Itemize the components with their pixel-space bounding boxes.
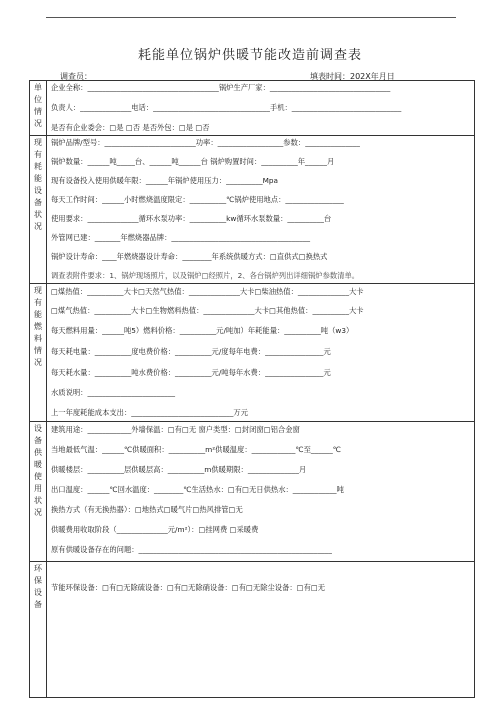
form-row[interactable]: 使用要求：______________循环水泵功率：__________kw循环水泵数量：__________台 xyxy=(51,214,332,223)
section-label-fuel: 现 有 能 燃 料 情 况 xyxy=(30,284,47,422)
form-row[interactable]: 建筑用途：____________外墙保温：□有□无 窗户类型：□封闭窗□铝合金窗 xyxy=(51,425,300,434)
form-row[interactable]: 锅炉数量：______吨_____台、______吨______台 锅炉购置时间：__________年______月 xyxy=(51,157,335,166)
form-row[interactable]: 每天工作时间：______小时燃烧温度限定：__________℃锅炉使用地点：________________ xyxy=(51,195,344,204)
section-body-heating xyxy=(47,422,475,562)
form-row[interactable]: 水质说明：________________________ xyxy=(51,388,176,397)
form-row[interactable]: 每天耗电量：__________度电费价格：__________元/度每年电费：________________元 xyxy=(51,347,331,356)
survey-time-label: 填表时间：202X年月日 xyxy=(310,72,395,81)
header-rule xyxy=(46,17,456,18)
form-row[interactable]: 节能环保设备：□有□无除硫设备：□有□无除硝设备：□有□无除尘设备：□有□无 xyxy=(51,583,326,592)
form-row-note: 调查表附件要求：1、锅炉现场照片，以及锅炉□经照片，2、各台锅炉列出详细锅炉参数清单。 xyxy=(51,271,360,280)
section-body-boiler xyxy=(47,136,475,284)
section-label-boiler: 现 有 耗 能 设 备 状 况 xyxy=(30,136,47,284)
form-row[interactable]: 现有设备投入使用供暖年限：______年锅炉使用压力：__________Mpa xyxy=(51,176,279,185)
form-row[interactable]: □煤热值：__________大卡□天然气热值：______________大卡□柴油热值：______________大卡 xyxy=(51,287,364,296)
survey-form xyxy=(29,80,475,698)
form-row[interactable]: 是否有企业委会：□是 □否 是否外包：□是 □否 xyxy=(51,123,210,132)
form-row[interactable]: 供暖楼层：__________层供暖层高：__________m供暖期限：______________月 xyxy=(51,465,307,474)
section-unit xyxy=(30,81,475,136)
form-row[interactable]: 换热方式（有无换热器）：□地热式□暖气片□热风排管□无 xyxy=(51,505,243,514)
form-row[interactable]: 原有供暖设备存在的问题：_____________________________________________________ xyxy=(51,545,332,554)
form-row[interactable]: 锅炉设计寿命：____年燃烧器设计寿命：________年系统供暖方式：□直供式□换热式 xyxy=(51,252,328,261)
section-label-heating: 设 备 供 暖 使 用 状 况 xyxy=(30,422,47,562)
section-body-unit xyxy=(47,81,475,136)
section-heating xyxy=(30,422,475,562)
page-title: 耗能单位锅炉供暖节能改造前调查表 xyxy=(137,48,362,63)
form-row[interactable]: 出口温度：______℃回水温度：________℃生活热水：□有□无日供热水：____________吨 xyxy=(51,485,344,494)
form-row[interactable]: 锅炉品牌/型号：_________________________功率：__________________参数：_______________ xyxy=(51,138,360,147)
section-body-fuel xyxy=(47,284,475,422)
form-row[interactable]: 当地最低气温：______℃供暖面积：__________m²供暖温度：____________℃至______℃ xyxy=(51,445,342,454)
form-row[interactable]: □煤气热值：__________大卡□生物燃料热值：______________大卡□其他热值：__________大卡 xyxy=(51,306,364,315)
section-label-unit: 单 位 情 况 xyxy=(30,81,47,136)
section-boiler xyxy=(30,136,475,284)
form-row[interactable]: 每天燃料用量：______吨5）燃料价格：__________元/吨加）年耗能量：__________吨（w3） xyxy=(51,326,354,335)
form-row[interactable]: 负责人：______________电话：________________________________手机：______________________________ xyxy=(51,103,402,112)
form-row[interactable]: 上一年度耗能成本支出：____________________________万元 xyxy=(51,408,249,417)
form-row[interactable]: 企业全称：____________________________________锅炉生产厂家：_________________________________ xyxy=(51,83,391,92)
form-row[interactable]: 供暖费用收取阶段（______________元/m²）：□挂网费 □采暖费 xyxy=(51,525,259,534)
form-row[interactable]: 每天耗水量：__________吨水费价格：__________元/吨每年水费：________________元 xyxy=(51,368,331,377)
form-row[interactable]: 外管网已建：_______年燃烧器品牌：______________________________________ xyxy=(51,233,311,242)
section-env xyxy=(30,562,475,698)
section-fuel xyxy=(30,284,475,422)
investigator-label: 调查员： xyxy=(60,72,92,81)
section-body-env xyxy=(47,562,475,698)
section-label-env: 环 保 设 备 xyxy=(30,562,47,698)
